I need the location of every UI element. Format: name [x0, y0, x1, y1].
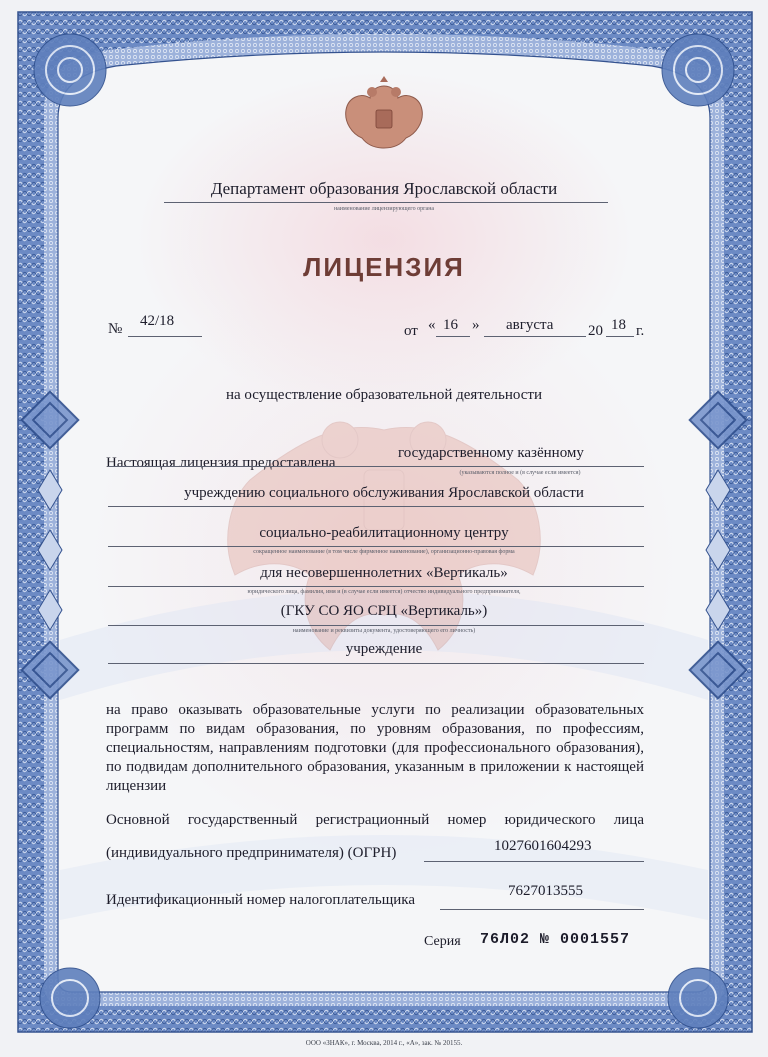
license-day: 16	[443, 317, 458, 333]
grantee-underline-2	[108, 506, 644, 507]
grantee-underline-3	[108, 546, 644, 547]
activity-type: на осуществление образовательной деятельности	[225, 387, 543, 403]
series-value: 76Л02 № 0001557	[480, 931, 631, 948]
ogrn-underline	[424, 861, 644, 862]
grantee-line-4: для несовершеннолетних «Вертикаль»	[260, 565, 508, 581]
grantee-line-1: государственному казённому	[398, 445, 584, 461]
grantee-underline-1	[108, 466, 644, 467]
grantee-caption-4: юридического лица, фамилия, имя и (в случае если имеется) отчество индивидуального предпринимателя,	[247, 589, 521, 595]
grantee-short-name: (ГКУ СО ЯО СРЦ «Вертикаль»)	[280, 603, 488, 619]
grantee-caption-3: сокращенное наименование (в том числе фирменное наименование), организационно-правовая форма	[253, 549, 515, 555]
number-underline	[128, 336, 202, 337]
grantee-underline-5	[108, 625, 644, 626]
inn-underline	[440, 909, 644, 910]
document-title: ЛИЦЕНЗИЯ	[303, 252, 465, 282]
year-unit: г.	[636, 323, 645, 339]
month-underline	[484, 336, 586, 337]
grantee-line-6: учреждение	[345, 641, 423, 657]
rights-text: на право оказывать образовательные услуги по реализации образовательных программ по видам образования, по уровням образования, по профессиям, специальностям, направлениям подготовки (для профессионального образования), по подвидам дополнительного образования, указанным в приложении к настоящей лицензии	[106, 702, 644, 794]
ogrn-value: 1027601604293	[494, 838, 592, 854]
printer-footer: ООО «ЗНАК», г. Москва, 2014 г., «А», зак. № 20155.	[305, 1039, 463, 1047]
number-prefix: №	[108, 321, 123, 337]
grantee-line-3: социально-реабилитационному центру	[259, 525, 509, 541]
grantee-line-2: учреждению социального обслуживания Ярославской области	[184, 485, 584, 501]
day-underline	[436, 336, 470, 337]
year-underline	[606, 336, 634, 337]
authority-underline	[164, 202, 608, 203]
ogrn-label-1: Основной государственный регистрационный номер юридического лица	[106, 812, 644, 828]
date-open-quote: «	[428, 317, 436, 333]
grantee-caption-1: (указываются полное и (в случае если имеется)	[459, 470, 581, 476]
licensing-authority: Департамент образования Ярославской области	[210, 179, 558, 198]
grantee-underline-6	[108, 663, 644, 664]
inn-label: Идентификационный номер налогоплательщика	[106, 892, 416, 908]
series-label: Серия	[424, 934, 461, 949]
year-prefix: 20	[588, 323, 603, 339]
grantee-caption-5: наименование и реквизиты документа, удостоверяющего его личность)	[292, 628, 476, 634]
license-number: 42/18	[140, 313, 175, 329]
date-close-quote: »	[472, 317, 480, 333]
authority-caption: наименование лицензирующего органа	[333, 206, 435, 212]
grantee-underline-4	[108, 586, 644, 587]
ogrn-label-2: (индивидуального предпринимателя) (ОГРН)	[106, 845, 397, 861]
grantee-intro: Настоящая лицензия предоставлена	[106, 455, 336, 471]
license-month: августа	[506, 317, 554, 333]
license-year: 18	[611, 317, 626, 333]
date-prefix: от	[404, 323, 418, 339]
inn-value: 7627013555	[508, 883, 583, 899]
